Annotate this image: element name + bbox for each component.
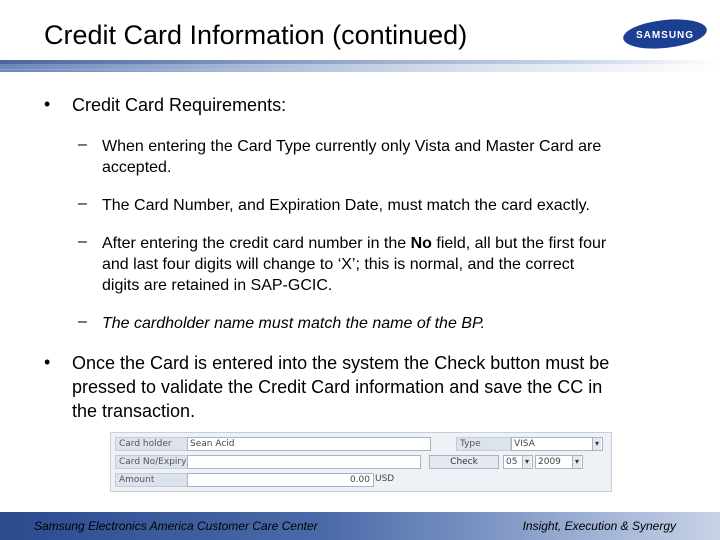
bullet-marker: • <box>44 352 51 372</box>
sub-card-type-line2: accepted. <box>102 159 172 176</box>
logo-text: SAMSUNG <box>635 30 695 41</box>
bullet-requirements: Credit Card Requirements: <box>72 95 287 115</box>
samsung-logo <box>622 17 708 51</box>
page-title: Credit Card Information (continued) <box>44 20 468 50</box>
sub-masking-line3: digits are retained in SAP-GCIC. <box>102 277 333 294</box>
card-type-select[interactable]: VISA ▾ <box>511 437 603 451</box>
amount-label: Amount <box>115 473 188 487</box>
cardholder-label: Card holder <box>115 437 188 451</box>
expiry-year-select[interactable]: 2009 ▾ <box>535 455 583 469</box>
sub-masking-line1: After entering the credit card number in the No field, all but the first four <box>102 235 607 252</box>
sub-card-type-line1: When entering the Card Type currently only Vista and Master Card are <box>102 138 602 155</box>
bullet-check-line3: the transaction. <box>72 401 196 421</box>
form-row-cardholder <box>111 435 611 453</box>
footer-tagline: Insight, Execution & Synergy <box>522 519 676 533</box>
sub-cardholder: The cardholder name must match the name of the BP. <box>102 315 486 332</box>
title-divider <box>0 60 720 72</box>
bullet-check-line2: pressed to validate the Credit Card information and save the CC in <box>72 377 603 397</box>
form-row-cardno <box>111 453 611 471</box>
cardno-label: Card No/Expiry <box>115 455 188 469</box>
credit-card-form <box>110 432 612 492</box>
bullet-marker: • <box>44 94 51 114</box>
dash-marker: – <box>78 313 87 330</box>
expiry-month-select[interactable]: 05 ▾ <box>503 455 533 469</box>
footer-company: Samsung Electronics America Customer Care Center <box>34 519 318 533</box>
card-number-input[interactable] <box>187 455 421 469</box>
check-button[interactable]: Check <box>429 455 499 469</box>
cardholder-input[interactable]: Sean Acid <box>187 437 431 451</box>
type-label: Type <box>456 437 511 451</box>
footer-bar <box>0 512 720 540</box>
dash-marker: – <box>78 233 87 250</box>
dash-marker: – <box>78 195 87 212</box>
currency-label: USD <box>375 474 395 484</box>
form-row-amount <box>111 471 611 489</box>
amount-input[interactable]: 0.00 <box>187 473 374 487</box>
sub-masking-line2: and last four digits will change to ‘X’; this is normal, and the correct <box>102 256 575 273</box>
sub-card-number: The Card Number, and Expiration Date, must match the card exactly. <box>102 197 590 214</box>
bullet-check-line1: Once the Card is entered into the system the Check button must be <box>72 353 610 373</box>
dash-marker: – <box>78 136 87 153</box>
